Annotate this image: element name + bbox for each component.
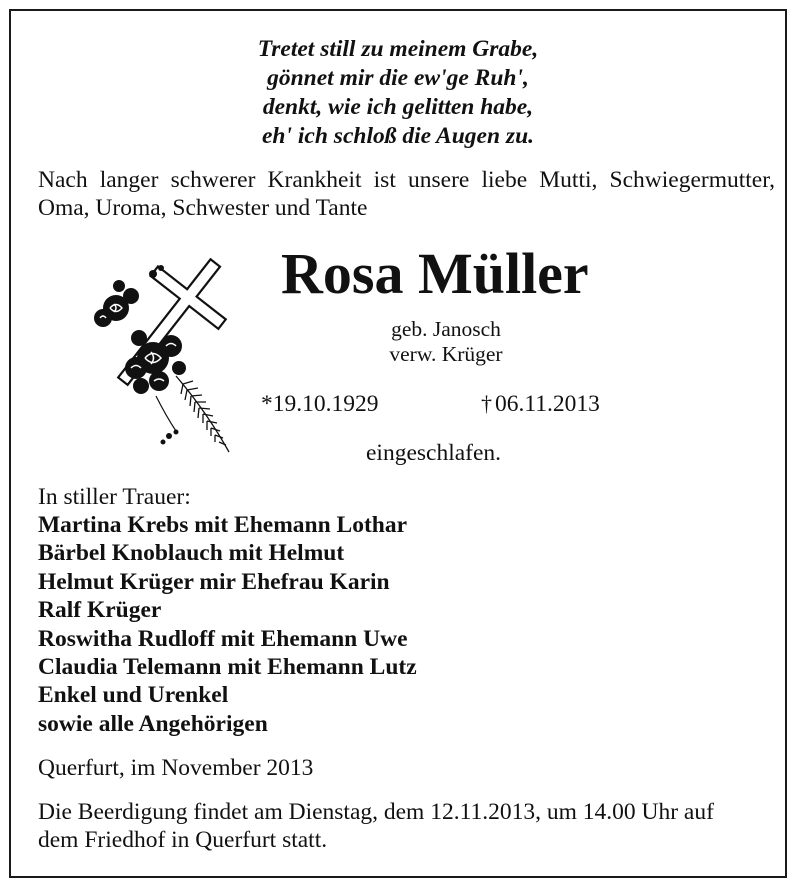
widowed-name: verw. Krüger bbox=[389, 342, 503, 366]
mourners-heading: In stiller Trauer: bbox=[38, 484, 191, 510]
list-item: sowie alle Angehörigen bbox=[38, 710, 268, 737]
place-date: Querfurt, im November 2013 bbox=[38, 755, 314, 781]
death-date: 06.11.2013 bbox=[495, 391, 600, 417]
list-item: Helmut Krüger mir Ehefrau Karin bbox=[38, 568, 390, 595]
poem-line: denkt, wie ich gelitten habe, bbox=[262, 94, 534, 120]
obituary-notice bbox=[9, 9, 787, 878]
dagger-icon: † bbox=[481, 391, 492, 416]
list-item: Martina Krebs mit Ehemann Lothar bbox=[38, 512, 408, 538]
list-item: Bärbel Knoblauch mit Helmut bbox=[38, 540, 345, 567]
poem-line: gönnet mir die ew'ge Ruh', bbox=[267, 65, 529, 91]
cross-with-roses-icon bbox=[81, 246, 231, 456]
maiden-name: geb. Janosch bbox=[391, 317, 501, 341]
list-item: Roswitha Rudloff mit Ehemann Uwe bbox=[38, 625, 408, 652]
list-item: Ralf Krüger bbox=[38, 597, 162, 624]
poem-line: Tretet still zu meinem Grabe, bbox=[257, 36, 539, 62]
death-line bbox=[481, 389, 600, 419]
mourners-list bbox=[38, 511, 417, 738]
list-item: Claudia Telemann mit Ehemann Lutz bbox=[38, 654, 417, 681]
deceased-name: Rosa Müller bbox=[281, 241, 589, 306]
funeral-info: Die Beerdigung findet am Dienstag, dem 12.11.2013, um 14.00 Uhr auf dem Friedhof in Querfurt statt. bbox=[38, 799, 714, 853]
intro-text: Nach langer schwerer Krankheit ist unsere liebe Mutti, Schwiegermutter, Oma, Uroma, Schwester und Tante bbox=[38, 167, 775, 221]
name-details bbox=[326, 317, 566, 367]
list-item: Enkel und Urenkel bbox=[38, 682, 229, 709]
status-text: eingeschlafen. bbox=[366, 440, 502, 466]
birth-date: *19.10.1929 bbox=[261, 391, 379, 417]
poem bbox=[11, 35, 785, 151]
poem-line: eh' ich schloß die Augen zu. bbox=[261, 123, 535, 149]
